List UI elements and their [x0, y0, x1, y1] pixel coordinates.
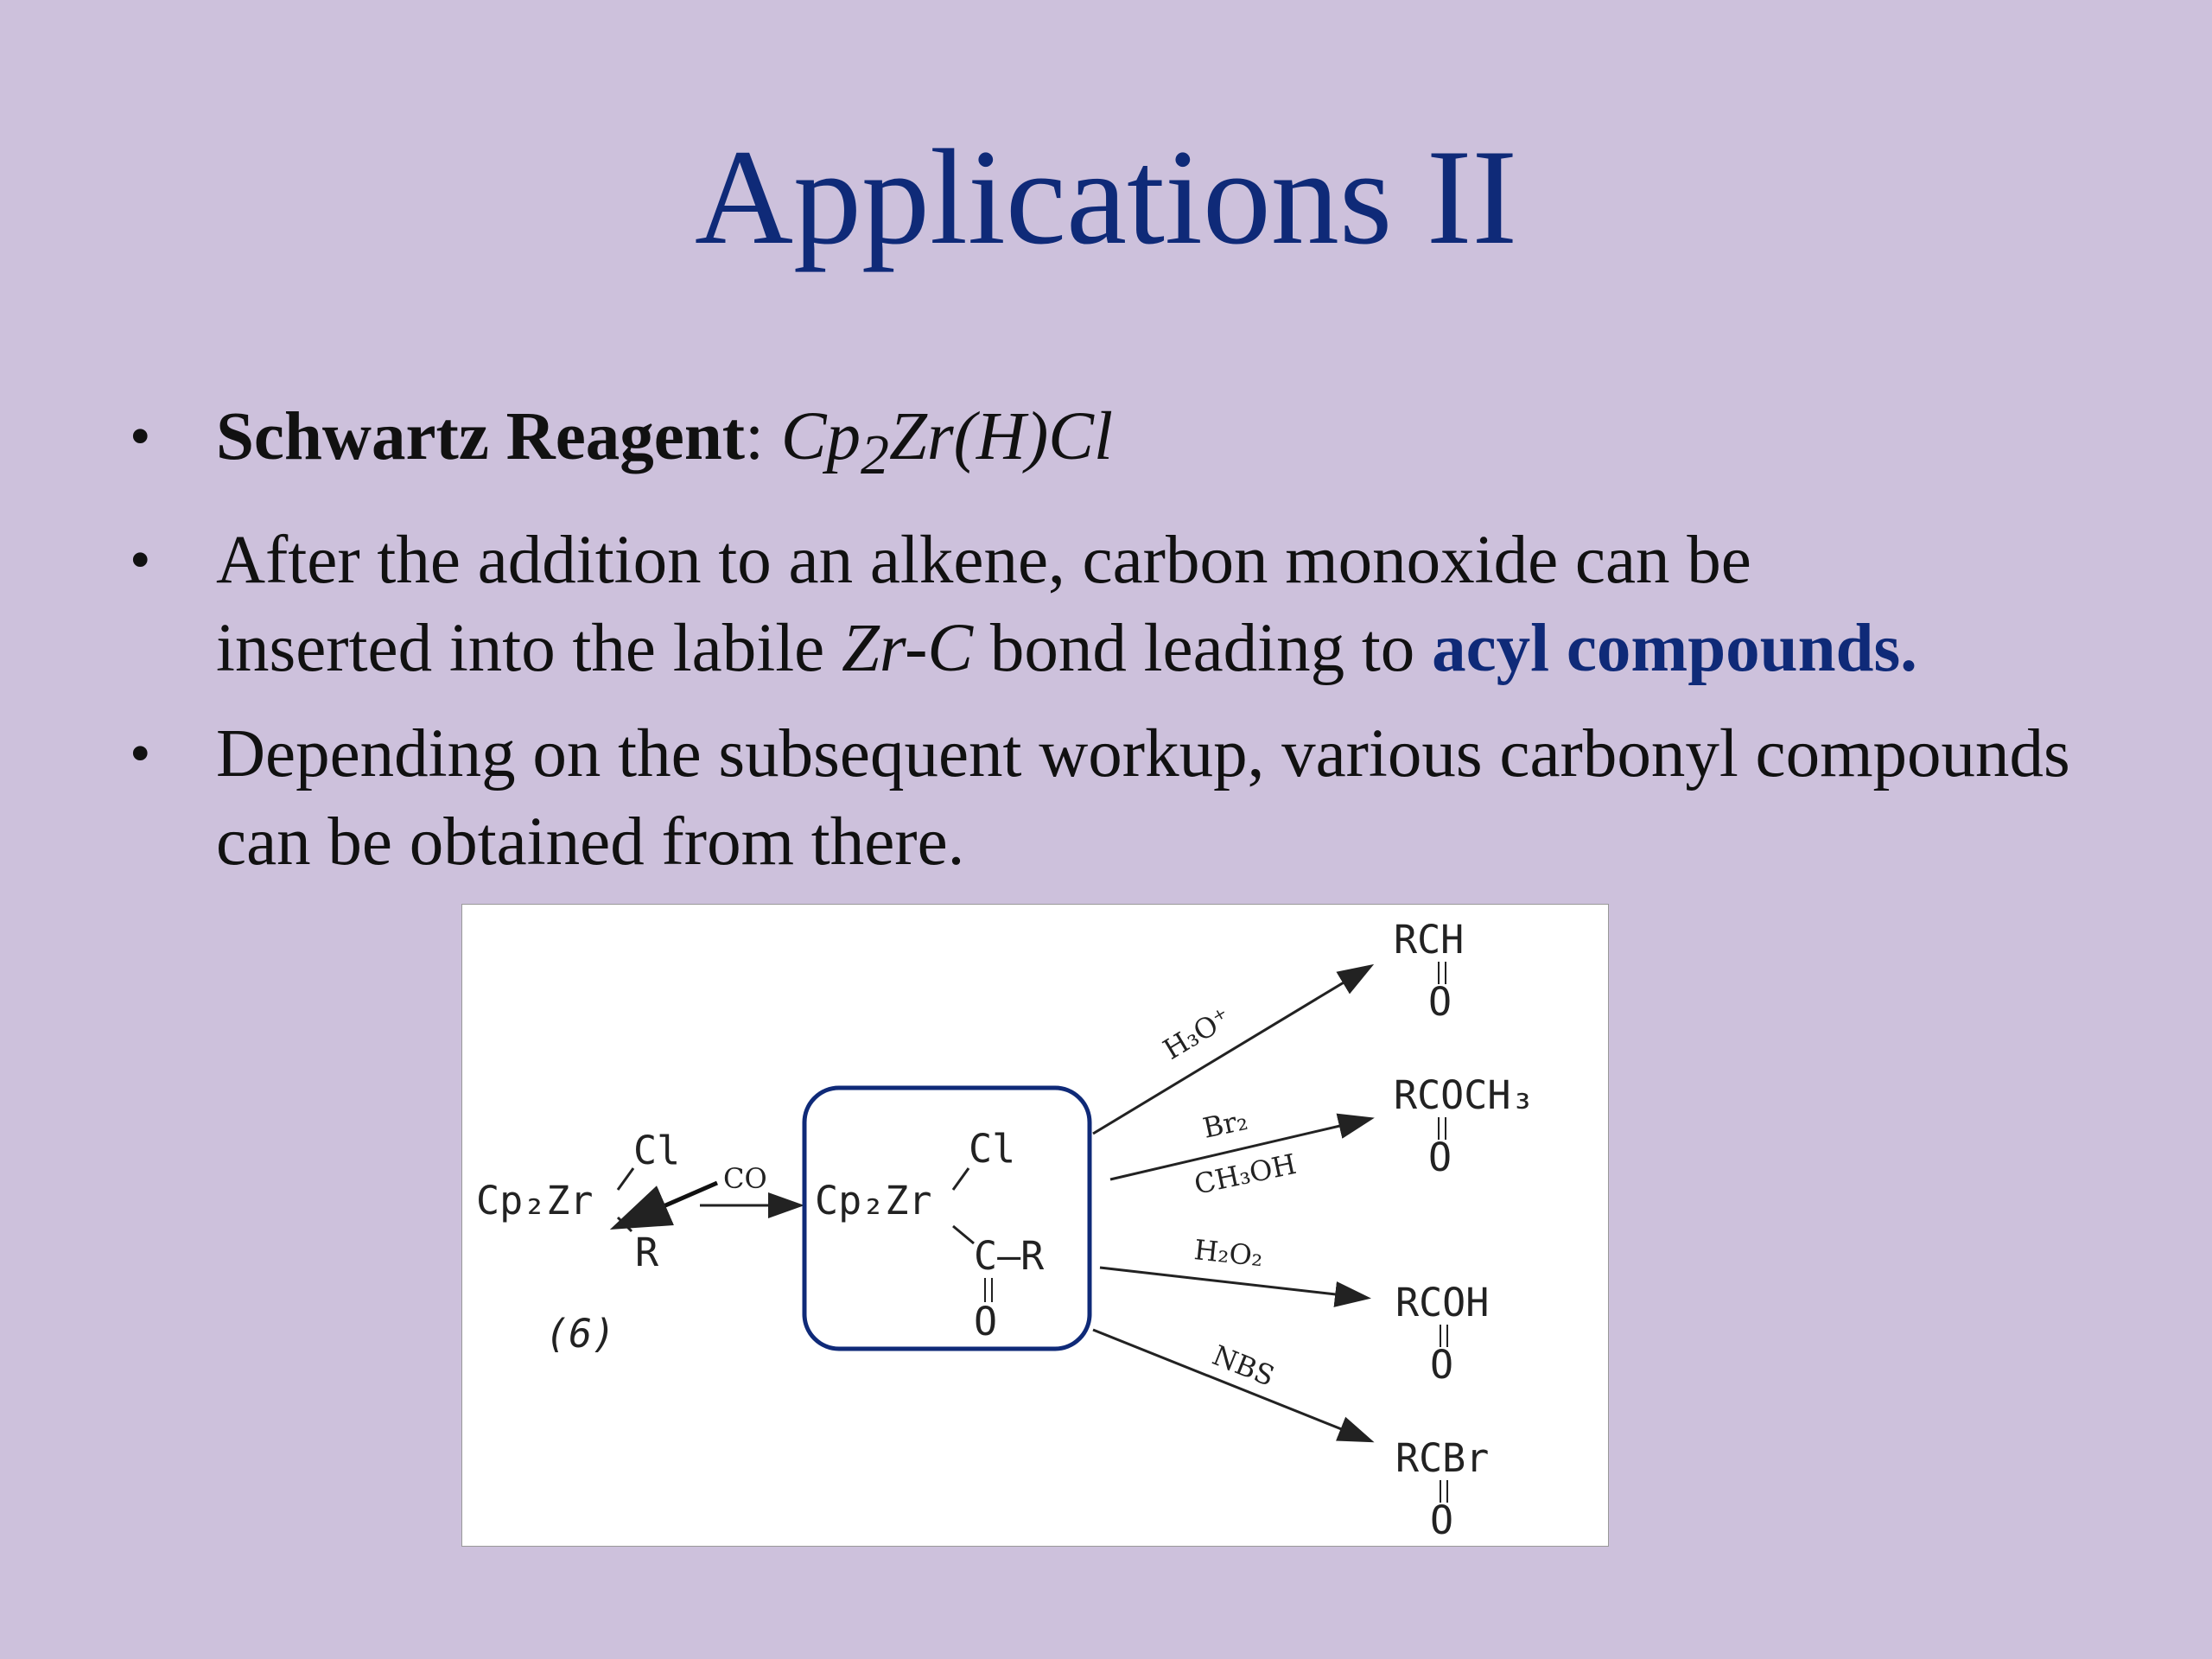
- bullet-text-mid: bond leading to: [973, 610, 1433, 686]
- reactant-bond-cl: [618, 1168, 633, 1190]
- bullet-marker: •: [130, 526, 151, 594]
- bullet-co-insertion: [130, 517, 2117, 693]
- product-acyl-bromide: RCBr: [1395, 1435, 1490, 1481]
- arrow-to-acid: [1100, 1268, 1366, 1298]
- condition-h3o: H₃O⁺: [1157, 1001, 1237, 1066]
- compound-number: (6): [545, 1311, 616, 1357]
- colon: :: [745, 399, 781, 474]
- product-acyl-bromide-o: O: [1430, 1497, 1454, 1543]
- bullet-list: [130, 393, 2117, 904]
- bullet-workup: [130, 710, 2117, 887]
- intermediate-cl: Cl: [969, 1126, 1016, 1172]
- co-label: CO: [723, 1162, 767, 1195]
- product-acid-o: O: [1430, 1342, 1454, 1388]
- product-aldehyde-o: O: [1428, 979, 1452, 1025]
- intermediate-o: O: [974, 1299, 998, 1344]
- product-ester-o: O: [1428, 1135, 1452, 1180]
- slide-title: Applications II: [694, 122, 1518, 273]
- condition-ch3oh: CH₃OH: [1191, 1147, 1300, 1201]
- formula-subscript: 2: [861, 423, 889, 486]
- condition-nbs: NBS: [1208, 1338, 1280, 1393]
- condition-h2o2: H₂O₂: [1192, 1233, 1265, 1274]
- bullet-marker: •: [130, 404, 151, 470]
- formula-part-zrhcl: Zr(H)Cl: [888, 399, 1113, 474]
- intermediate-bond-acyl: [953, 1226, 974, 1243]
- intermediate-bond-cl: [953, 1168, 969, 1190]
- schwartz-reagent-label: Schwartz Reagent: [216, 399, 746, 474]
- product-ester: RCOCH₃: [1394, 1072, 1535, 1118]
- bullet-schwartz-reagent: [130, 393, 2117, 499]
- formula-part-cp: Cp: [780, 399, 861, 474]
- reaction-scheme-svg: [462, 905, 1608, 1546]
- bullet-marker: •: [130, 720, 151, 787]
- reactant-cl: Cl: [633, 1128, 681, 1173]
- product-acid: RCOH: [1395, 1280, 1490, 1325]
- schwartz-formula: [780, 399, 1113, 486]
- bullet-text: Depending on the subsequent workup, various carbonyl compounds can be obtained from there.: [216, 715, 2070, 880]
- bullet-text-line1: After the addition to an alkene, carbon monoxide can be: [216, 522, 1751, 598]
- zr-c-bond: Zr-C: [841, 610, 974, 686]
- intermediate-acyl: C–R: [974, 1233, 1045, 1279]
- condition-br2: Br₂: [1199, 1103, 1251, 1145]
- bullet-text-pre: inserted into the labile: [216, 610, 842, 686]
- intermediate-cp2zr: Cp₂Zr: [815, 1178, 932, 1224]
- reactant-cp2zr: Cp₂Zr: [476, 1178, 594, 1224]
- reaction-scheme: [461, 904, 1609, 1547]
- product-aldehyde: RCH: [1394, 917, 1465, 963]
- reactant-r: R: [635, 1230, 659, 1275]
- acyl-compounds-highlight: acyl compounds.: [1432, 610, 1917, 686]
